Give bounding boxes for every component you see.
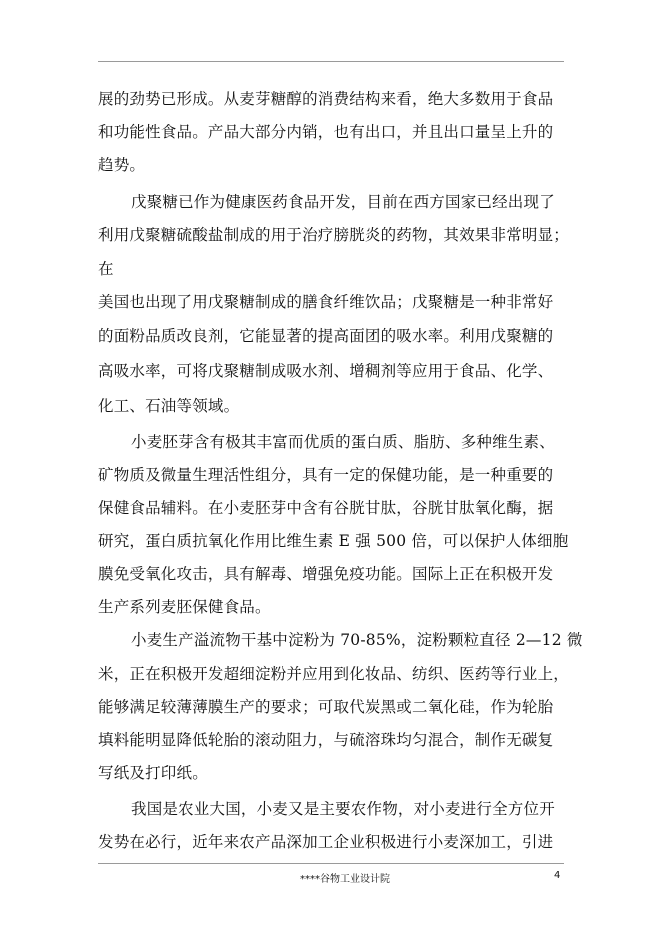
paragraph-first-line: 小麦胚芽含有极其丰富而优质的蛋白质、脂肪、多种维生素、 bbox=[131, 433, 555, 451]
paragraph-first-line: 戊聚糖已作为健康医药食品开发，目前在西方国家已经出现了 bbox=[131, 193, 555, 211]
text-line: 展的劲势已形成。从麦芽糖醇的消费结构来看，绝大多数用于食品 bbox=[98, 90, 554, 108]
text-line: 发势在必行，近年来农产品深加工企业积极进行小麦深加工，引进 bbox=[98, 833, 554, 851]
text-line: 膜免受氧化攻击，具有解毒、增强免疫功能。国际上正在积极开发 bbox=[98, 565, 554, 583]
text-line: 研究，蛋白质抗氧化作用比维生素 E 强 500 倍，可以保护人体细胞 bbox=[98, 532, 569, 550]
paragraph-first-line: 小麦生产溢流物干基中淀粉为 70-85%，淀粉颗粒直径 2—12 微 bbox=[131, 631, 583, 649]
text-line: 能够满足较薄薄膜生产的要求；可取代炭黑或二氧化硅，作为轮胎 bbox=[98, 698, 554, 716]
paragraph-first-line: 我国是农业大国，小麦又是主要农作物，对小麦进行全方位开 bbox=[131, 800, 555, 818]
text-line: 米，正在积极开发超细淀粉并应用到化妆品、纺织、医药等行业上， bbox=[98, 665, 570, 683]
text-line: 高吸水率，可将戊聚糖制成吸水剂、增稠剂等应用于食品、化学、 bbox=[98, 362, 554, 380]
text-line: 化工、石油等领域。 bbox=[98, 397, 240, 415]
text-line: 利用戊聚糖硫酸盐制成的用于治疗膀胱炎的药物，其效果非常明显； bbox=[98, 226, 570, 244]
text-line: 矿物质及微量生理活性组分，具有一定的保健功能，是一种重要的 bbox=[98, 466, 554, 484]
text-line: 在 bbox=[98, 260, 114, 278]
text-line: 填料能明显降低轮胎的滚动阻力，与硫溶珠均匀混合，制作无碳复 bbox=[98, 731, 554, 749]
text-line: 和功能性食品。产品大部分内销，也有出口，并且出口量呈上升的 bbox=[98, 123, 554, 141]
text-line: 美国也出现了用戊聚糖制成的膳食纤维饮品；戊聚糖是一种非常好 bbox=[98, 293, 554, 311]
header-rule bbox=[98, 61, 564, 62]
text-line: 趋势。 bbox=[98, 156, 146, 174]
text-line: 的面粉品质改良剂，它能显著的提高面团的吸水率。利用戊聚糖的 bbox=[98, 327, 554, 345]
footer-institute: ****谷物工业设计院 bbox=[300, 874, 390, 885]
text-line: 写纸及打印纸。 bbox=[98, 764, 208, 782]
page-number: 4 bbox=[554, 870, 561, 881]
footer-rule bbox=[98, 863, 564, 864]
text-line: 保健食品辅料。在小麦胚芽中含有谷胱甘肽，谷胱甘肽氧化酶，据 bbox=[98, 499, 554, 517]
text-line: 生产系列麦胚保健食品。 bbox=[98, 598, 271, 616]
